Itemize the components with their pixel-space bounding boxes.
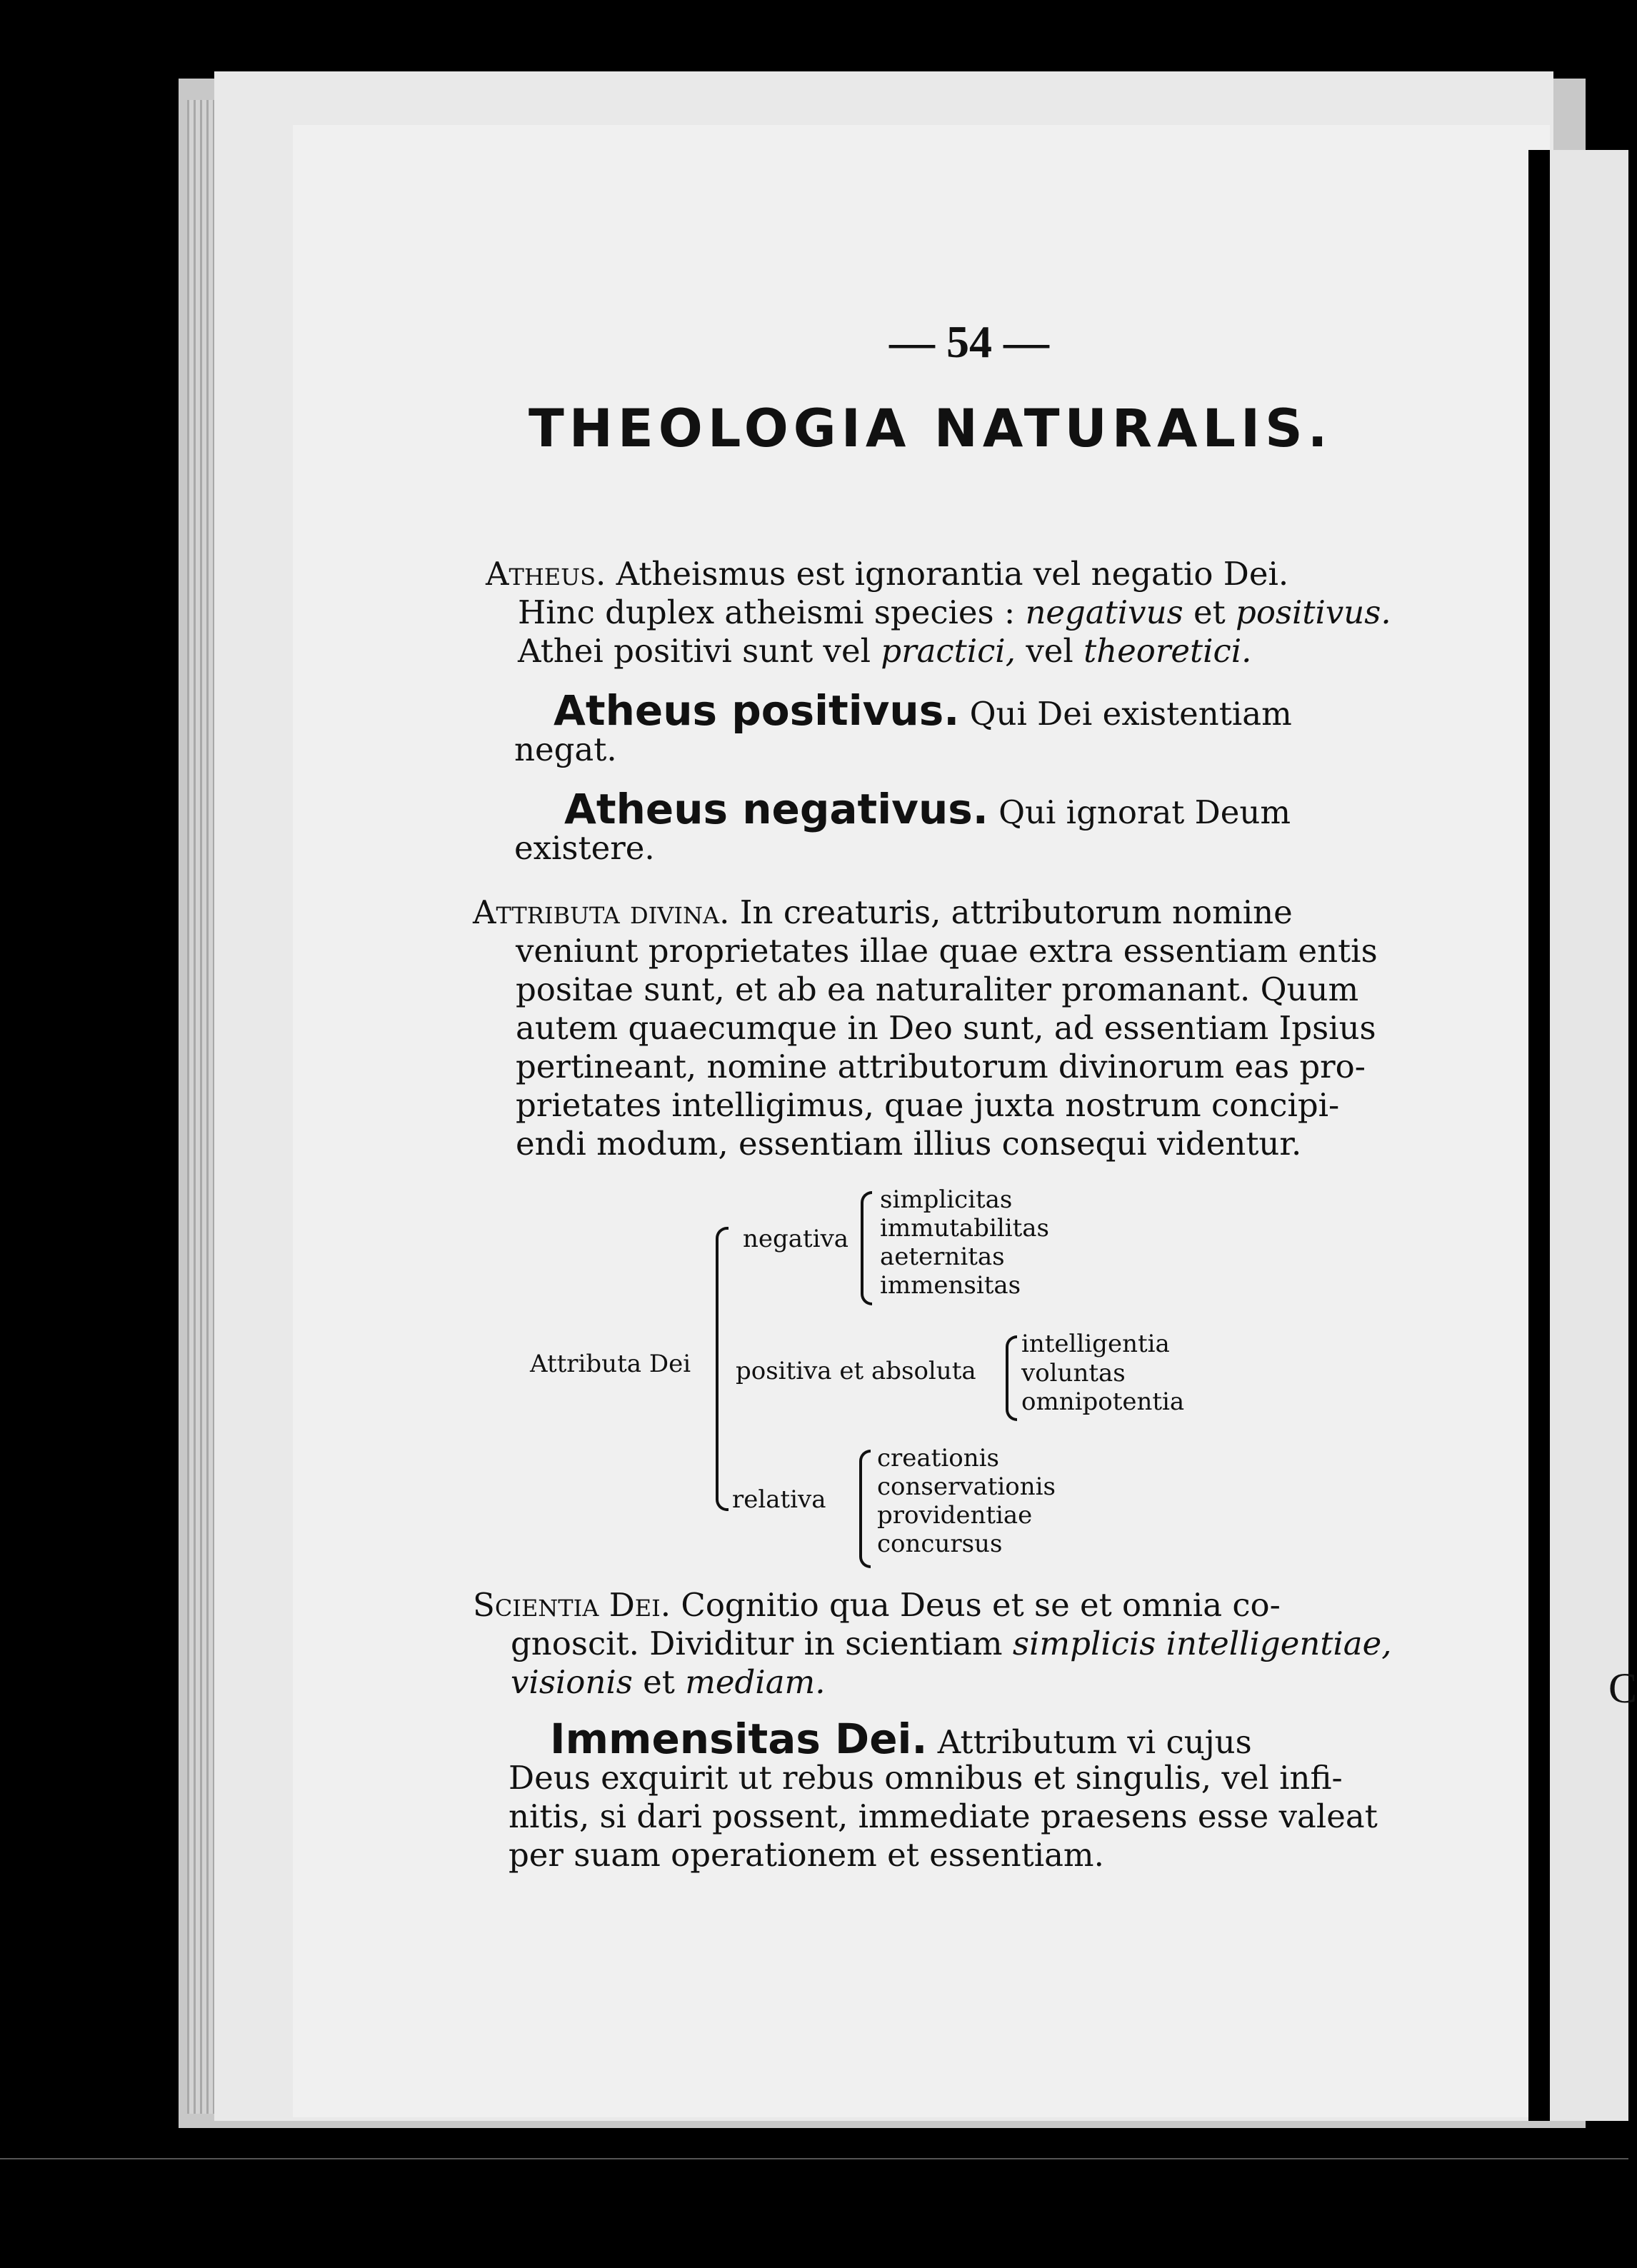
item: voluntas	[1021, 1359, 1126, 1388]
entry-atheus-positivus-line2: negat.	[514, 731, 617, 768]
entry-term: Scientia Dei.	[473, 1586, 671, 1624]
entry-immensitas-line: Deus exquirit ut rebus omnibus et singulis, vel infi-	[509, 1759, 1343, 1797]
entry-term: Immensitas Dei.	[550, 1715, 928, 1763]
italic-term: positivus.	[1236, 593, 1391, 631]
italic-term: simplicis intelligentiae,	[1012, 1625, 1392, 1662]
relativa-brace	[859, 1450, 871, 1568]
item: omnipotentia	[1021, 1388, 1185, 1416]
entry-term: Atheus positivus.	[554, 686, 960, 735]
entry-atheus-negativus-line2: existere.	[514, 829, 655, 867]
item: creationis	[877, 1444, 999, 1472]
page-title: THEOLOGIA NATURALIS.	[529, 398, 1333, 459]
diagram-root: Attributa Dei	[530, 1350, 691, 1378]
film-edge-line	[0, 2158, 1628, 2159]
facing-page	[1550, 150, 1628, 2121]
branch-relativa: relativa	[732, 1485, 826, 1514]
entry-immensitas-line: nitis, si dari possent, immediate praesens esse valeat	[509, 1797, 1378, 1835]
item: immensitas	[880, 1271, 1021, 1300]
item: simplicitas	[880, 1185, 1013, 1214]
entry-text: Attributum vi cujus	[937, 1723, 1252, 1761]
italic-term: visionis	[511, 1663, 633, 1701]
entry-attributa-line: positae sunt, et ab ea naturaliter promanant. Quum	[516, 970, 1359, 1008]
entry-text: vel	[1026, 632, 1073, 670]
entry-atheus-negativus-line1	[564, 785, 1291, 833]
italic-term: theoretici.	[1083, 632, 1252, 670]
gutter	[1528, 150, 1550, 2121]
entry-immensitas-line1	[550, 1715, 1252, 1763]
entry-scientia-line2	[511, 1625, 1392, 1662]
entry-text: Cognitio qua Deus et se et omnia co-	[681, 1586, 1281, 1624]
entry-text: In creaturis, attributorum nomine	[739, 893, 1293, 931]
entry-text: Hinc duplex atheismi species :	[518, 593, 1016, 631]
entry-attributa-line: pertineant, nomine attributorum divinorum eas pro-	[516, 1048, 1366, 1085]
entry-term: Attributa divina.	[473, 893, 730, 931]
entry-text: Qui ignorat Deum	[998, 793, 1291, 831]
branch-negativa: negativa	[743, 1225, 849, 1253]
entry-atheus-positivus-line1	[554, 686, 1292, 735]
item: aeternitas	[880, 1243, 1005, 1271]
entry-attributa-line: veniunt proprietates illae quae extra essentiam entis	[516, 932, 1378, 970]
item: concursus	[877, 1530, 1003, 1558]
italic-term: practici,	[881, 632, 1016, 670]
entry-scientia-line1	[473, 1587, 1281, 1623]
entry-atheus-line3	[518, 633, 1251, 669]
facing-page-letter: C	[1608, 1665, 1637, 1712]
item: immutabilitas	[880, 1214, 1049, 1243]
entry-text: et	[643, 1663, 675, 1701]
item: conservationis	[877, 1472, 1056, 1501]
italic-term: mediam.	[685, 1663, 826, 1701]
negativa-brace	[861, 1191, 872, 1305]
entry-immensitas-line: per suam operationem et essentiam.	[509, 1836, 1104, 1874]
entry-text: et	[1193, 593, 1226, 631]
entry-text: Qui Dei existentiam	[969, 695, 1292, 733]
entry-text: Atheismus est ignorantia vel negatio Dei.	[616, 555, 1289, 593]
entry-text: Athei positivi sunt vel	[518, 632, 871, 670]
entry-term: Atheus.	[486, 555, 606, 593]
item: intelligentia	[1021, 1330, 1170, 1358]
entry-atheus-line2	[518, 594, 1391, 631]
branch-positiva-et-absoluta: positiva et absoluta	[736, 1357, 976, 1385]
page-number: — 54 —	[889, 316, 1049, 367]
entry-attributa-line: autem quaecumque in Deo sunt, ad essentiam Ipsius	[516, 1009, 1376, 1047]
root-brace	[716, 1227, 729, 1511]
entry-scientia-line3	[511, 1664, 826, 1700]
entry-text: gnoscit. Dividitur in scientiam	[511, 1625, 1003, 1662]
entry-term: Atheus negativus.	[564, 785, 988, 833]
entry-attributa-line1	[473, 894, 1293, 930]
italic-term: negativus	[1025, 593, 1183, 631]
entry-attributa-line: prietates intelligimus, quae juxta nostrum concipi-	[516, 1086, 1340, 1124]
item: providentiae	[877, 1501, 1033, 1530]
positiva-brace	[1006, 1335, 1017, 1421]
entry-attributa-line: endi modum, essentiam illius consequi videntur.	[516, 1125, 1302, 1163]
entry-atheus-line1	[486, 556, 1288, 592]
